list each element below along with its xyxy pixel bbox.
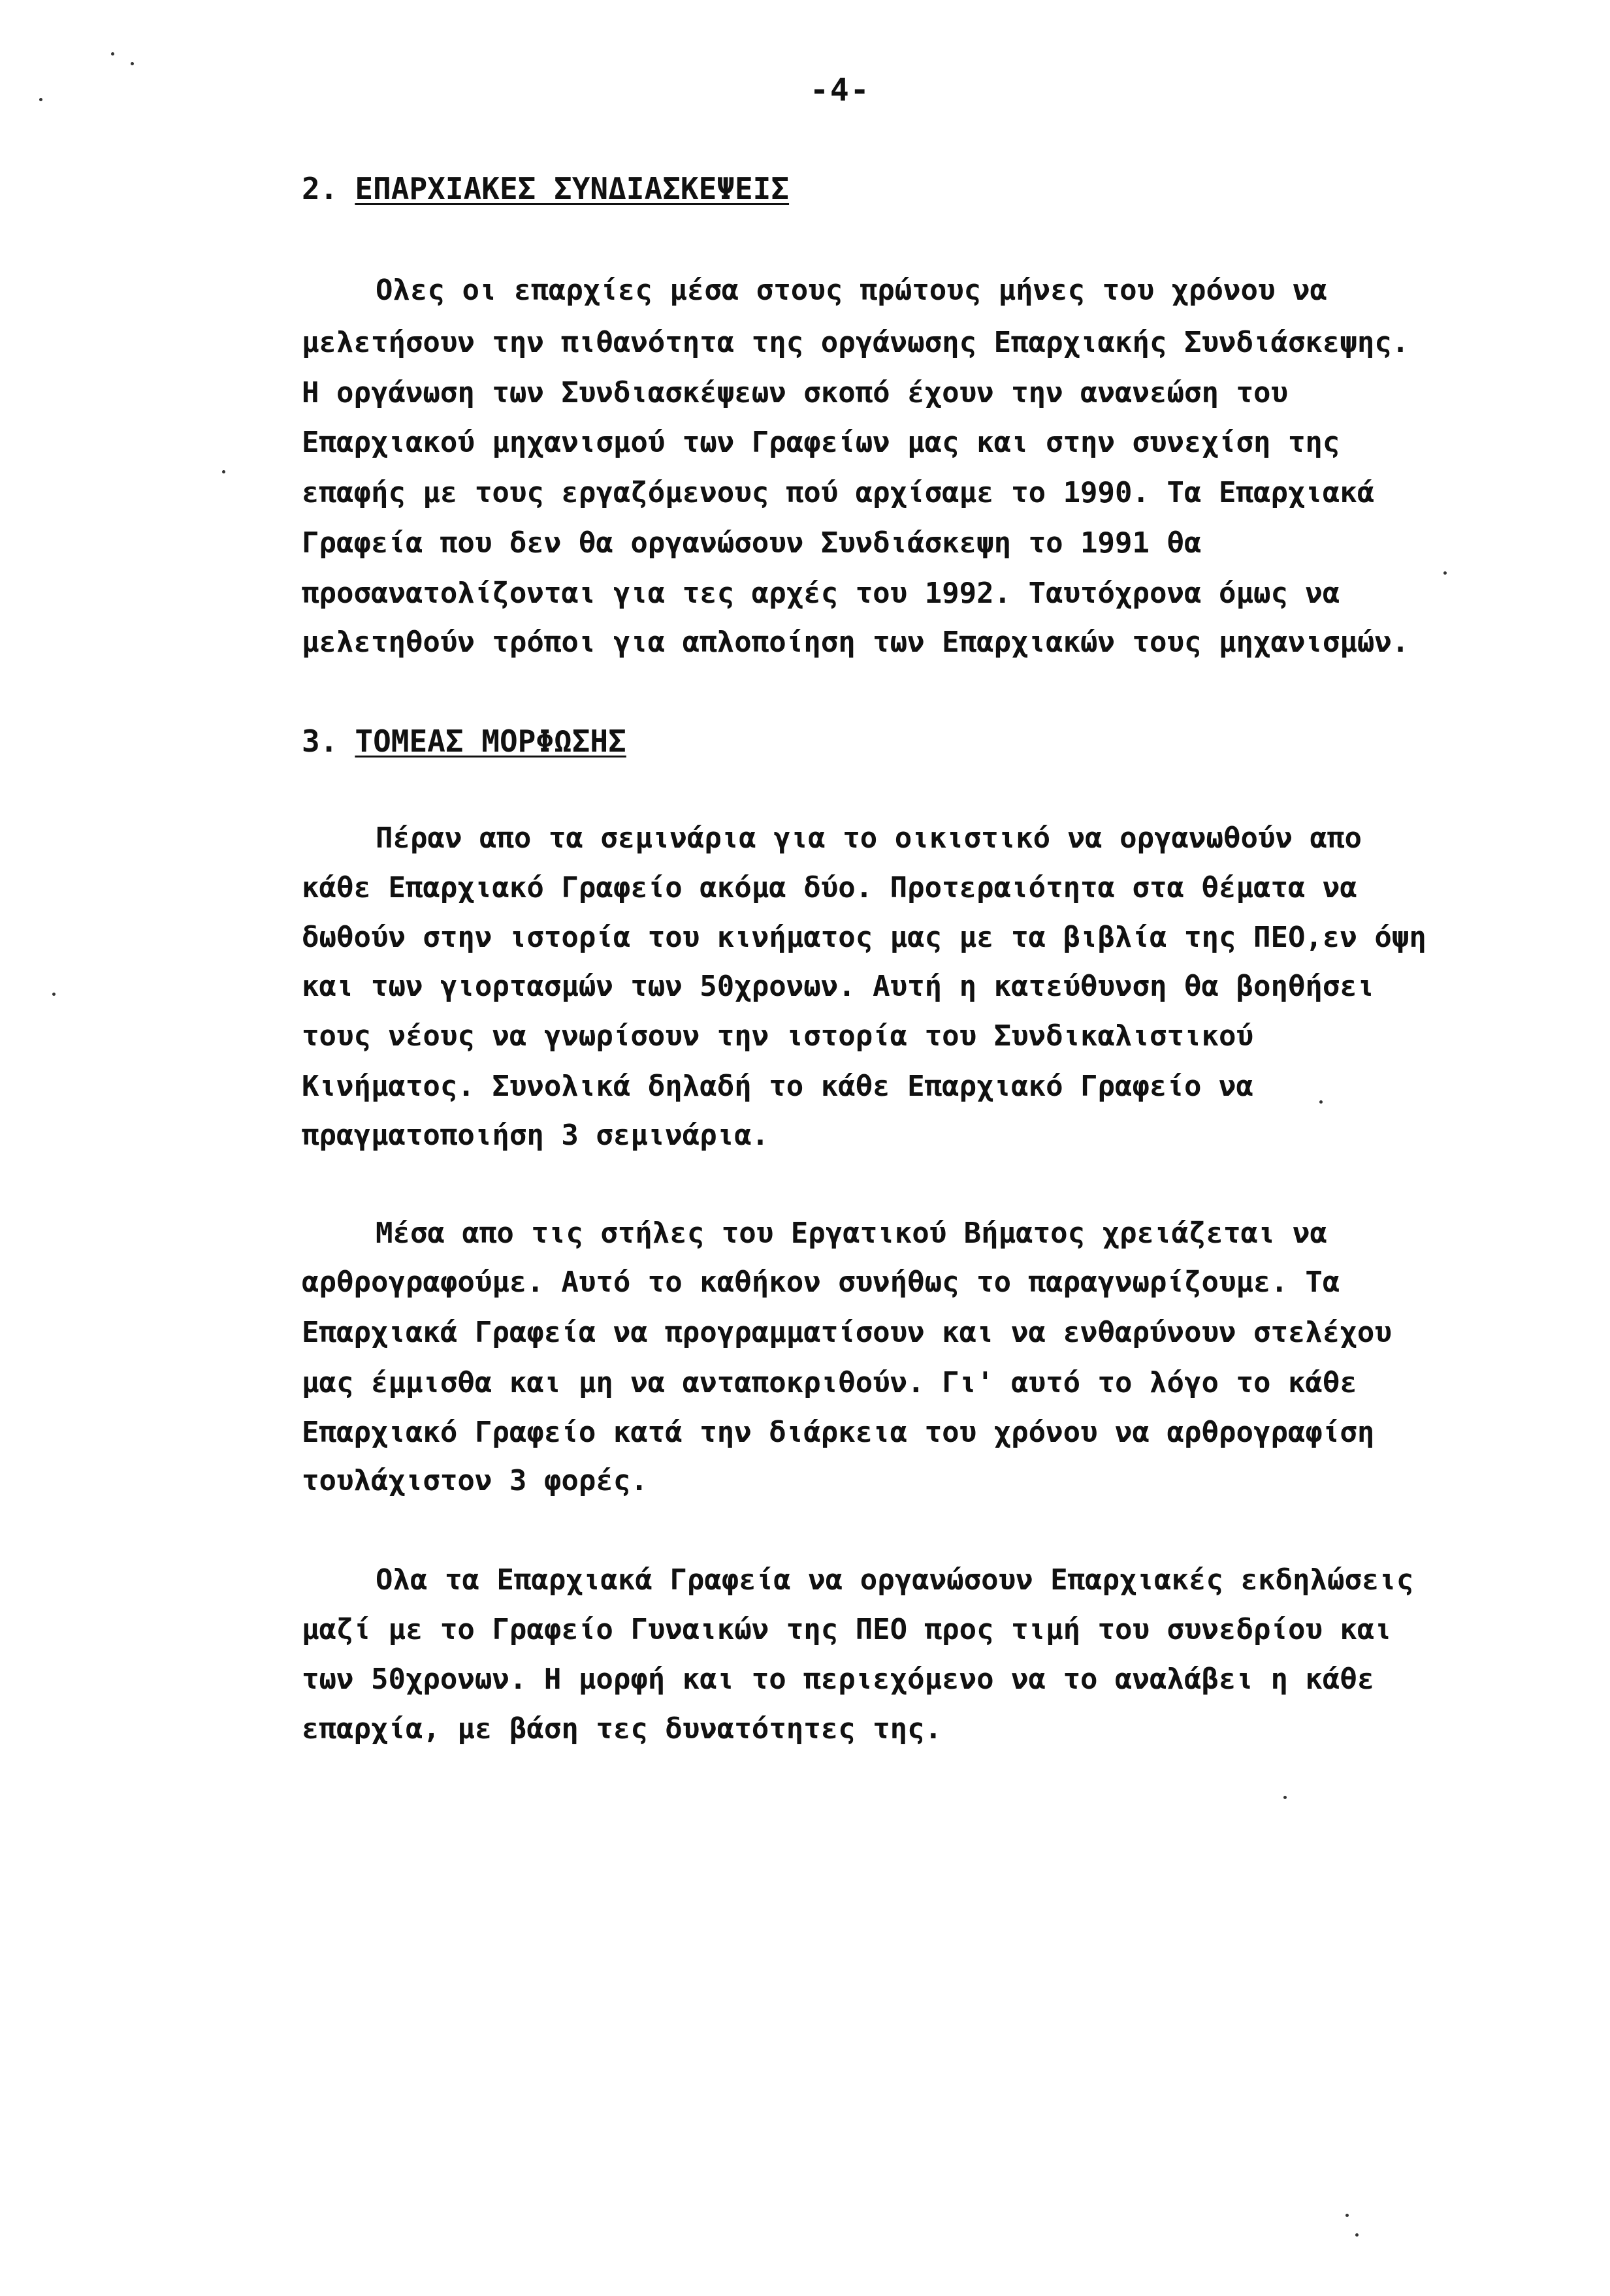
scan-speck <box>131 62 134 65</box>
paragraph-line: και των γιορτασμών των 50χρονων. Αυτή η κατεύθυνση θα βοηθήσει <box>302 970 1375 1003</box>
paragraph-line: Κινήματος. Συνολικά δηλαδή το κάθε Επαρχιακό Γραφείο να <box>302 1070 1253 1103</box>
paragraph-line: αρθρογραφούμε. Αυτό το καθήκον συνήθως το παραγνωρίζουμε. Τα <box>302 1266 1340 1299</box>
paragraph-line: επαφής με τους εργαζόμενους πού αρχίσαμε το 1990. Τα Επαρχιακά <box>302 476 1375 509</box>
scan-speck <box>1283 1796 1287 1799</box>
scan-speck <box>1319 1100 1323 1104</box>
scan-speck <box>1345 2214 1349 2217</box>
paragraph-line: τους νέους να γνωρίσουν την ιστορία του Συνδικαλιστικού <box>302 1019 1253 1053</box>
paragraph-line: Επαρχιακό Γραφείο κατά την διάρκεια του χρόνου να αρθρογραφίση <box>302 1416 1375 1449</box>
paragraph-line: Ολα τα Επαρχιακά Γραφεία να οργανώσουν Επαρχιακές εκδηλώσεις <box>376 1563 1414 1597</box>
paragraph-line: Η οργάνωση των Συνδιασκέψεων σκοπό έχουν την ανανεώση του <box>302 376 1288 409</box>
scan-speck <box>52 993 56 996</box>
paragraph-line: Πέραν απο τα σεμινάρια για το οικιστικό να οργανωθούν απο <box>376 821 1362 855</box>
section-heading-2 <box>302 171 789 206</box>
section-heading-3 <box>302 724 626 759</box>
page-number: -4- <box>810 72 871 108</box>
paragraph-line: κάθε Επαρχιακό Γραφείο ακόμα δύο. Προτεραιότητα στα θέματα να <box>302 871 1357 904</box>
paragraph-line: μελετηθούν τρόποι για απλοποίηση των Επαρχιακών τους μηχανισμών. <box>302 626 1409 659</box>
section-number: 2. <box>302 171 338 206</box>
paragraph-line: των 50χρονων. Η μορφή και το περιεχόμενο να το αναλάβει η κάθε <box>302 1663 1375 1696</box>
paragraph-line: μας έμμισθα και μη να ανταποκριθούν. Γι' αυτό το λόγο το κάθε <box>302 1366 1357 1399</box>
paragraph-line: μαζί με το Γραφείο Γυναικών της ΠΕΟ προς τιμή του συνεδρίου και <box>302 1613 1392 1646</box>
paragraph-line: Επαρχιακού μηχανισμού των Γραφείων μας και στην συνεχίση της <box>302 426 1340 459</box>
scan-speck <box>39 98 42 101</box>
paragraph-line: Γραφεία που δεν θα οργανώσουν Συνδιάσκεψη το 1991 θα <box>302 526 1202 560</box>
paragraph-line: μελετήσουν την πιθανότητα της οργάνωσης Επαρχιακής Συνδιάσκεψης. <box>302 326 1409 359</box>
section-title: ΕΠΑΡΧΙΑΚΕΣ ΣΥΝΔΙΑΣΚΕΨΕΙΣ <box>355 171 790 206</box>
paragraph-line: προσανατολίζονται για τες αρχές του 1992. Ταυτόχρονα όμως να <box>302 577 1340 610</box>
section-number: 3. <box>302 724 338 759</box>
scan-speck <box>222 470 225 473</box>
scan-speck <box>1355 2233 1359 2237</box>
paragraph-line: τουλάχιστον 3 φορές. <box>302 1464 648 1497</box>
paragraph-line: Μέσα απο τις στήλες του Εργατικού Βήματος χρειάζεται να <box>376 1217 1327 1250</box>
paragraph-line: Ολες οι επαρχίες μέσα στους πρώτους μήνες του χρόνου να <box>376 274 1327 307</box>
paragraph-line: επαρχία, με βάση τες δυνατότητες της. <box>302 1712 942 1746</box>
scan-speck <box>111 52 114 56</box>
section-title: ΤΟΜΕΑΣ ΜΟΡΦΩΣΗΣ <box>355 724 626 759</box>
scan-speck <box>1443 571 1447 575</box>
paragraph-line: δωθούν στην ιστορία του κινήματος μας με τα βιβλία της ΠΕΟ,εν όψη <box>302 921 1426 954</box>
paragraph-line: πραγματοποιήση 3 σεμινάρια. <box>302 1119 769 1152</box>
paragraph-line: Επαρχιακά Γραφεία να προγραμματίσουν και να ενθαρύνουν στελέχου <box>302 1316 1392 1349</box>
